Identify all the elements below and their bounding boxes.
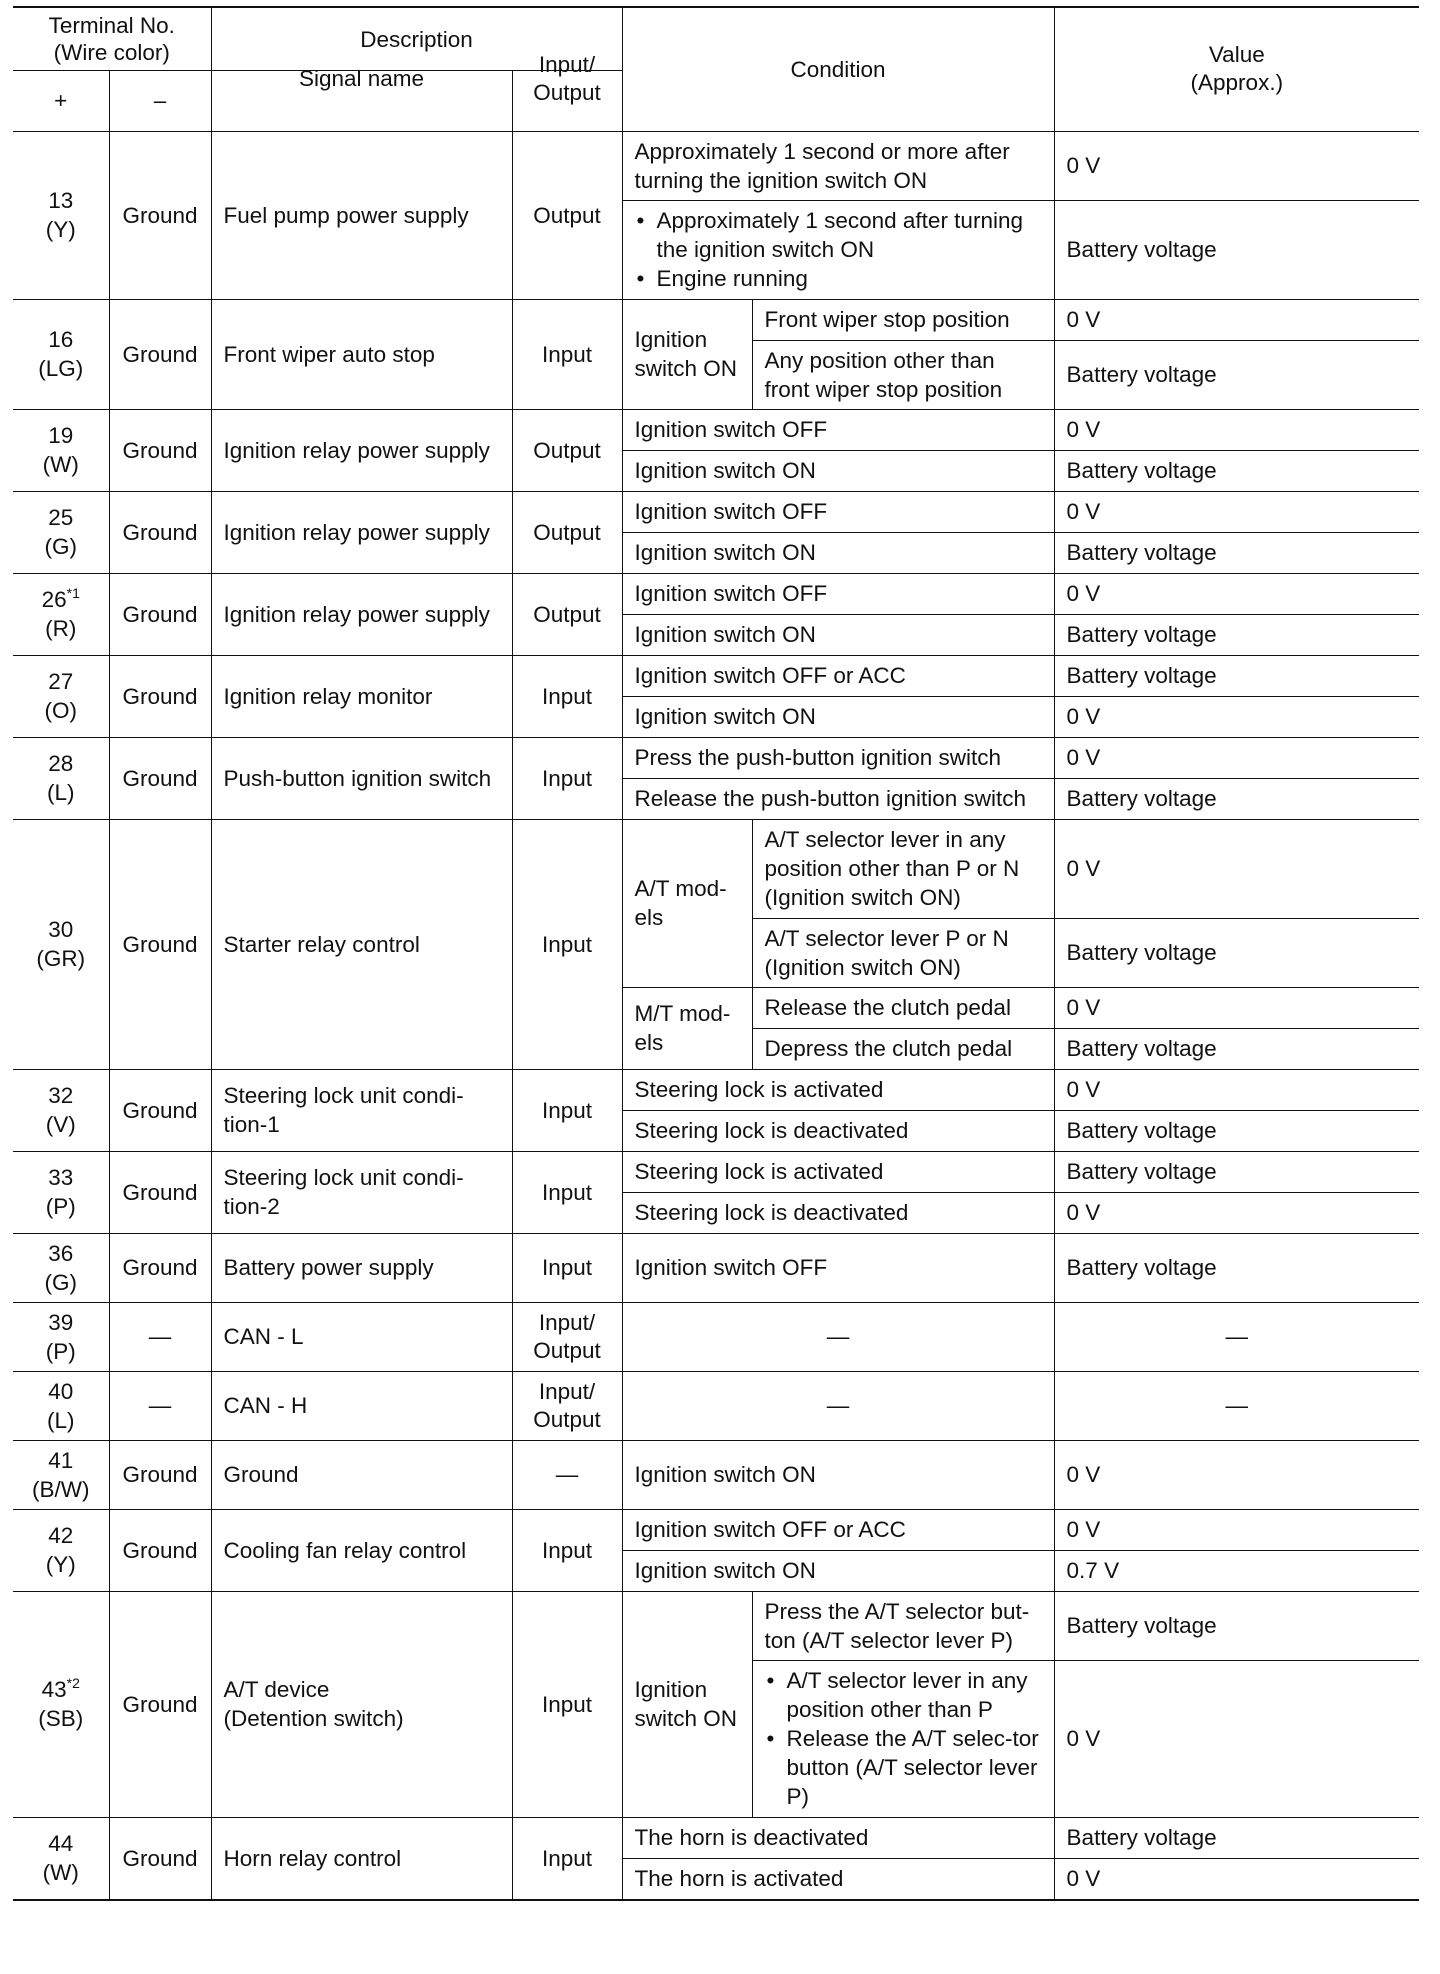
condition-cell: Ignition switch OFF xyxy=(622,1233,1054,1302)
condition-cell: Ignition switch ON xyxy=(622,450,1054,491)
header-value xyxy=(1054,7,1419,131)
bullet-item: • Release the A/T selec-tor button (A/T selector lever P) xyxy=(765,1724,1042,1811)
value-cell: Battery voltage xyxy=(1054,1591,1419,1660)
wire-color: (P) xyxy=(45,1338,76,1364)
terminal-39 xyxy=(13,1302,109,1371)
wire-color: (Y) xyxy=(45,1552,76,1577)
terminal-number: 44 xyxy=(48,1831,74,1856)
terminal-27 xyxy=(13,655,109,737)
wire-color: (W) xyxy=(42,452,79,477)
signal-name: Ignition relay monitor xyxy=(211,655,512,737)
header-io-line1: Input/ xyxy=(538,51,596,77)
terminal-number: 26 xyxy=(41,587,67,612)
header-value-label: Value xyxy=(1208,42,1265,68)
value-cell: Battery voltage xyxy=(1054,655,1419,696)
value-cell: Battery voltage xyxy=(1054,1110,1419,1151)
wire-color: (SB) xyxy=(38,1706,84,1731)
row-28-a xyxy=(13,737,1419,778)
signal-name: Steering lock unit condi-tion-1 xyxy=(211,1069,512,1151)
io-cell: Input xyxy=(512,737,622,819)
value-cell: 0 V xyxy=(1054,409,1419,450)
footnote-marker: *2 xyxy=(66,1675,80,1691)
condition-cell: Approximately 1 second or more after turning the ignition switch ON xyxy=(622,131,1054,200)
row-43-a xyxy=(13,1591,1419,1660)
condition-cell: Ignition switch OFF xyxy=(622,573,1054,614)
condition-group: Ignition switch ON xyxy=(622,1591,752,1817)
condition-bullets xyxy=(635,206,1042,293)
value-cell: Battery voltage xyxy=(1054,532,1419,573)
signal-name: Ignition relay power supply xyxy=(211,491,512,573)
value-cell: 0 V xyxy=(1054,491,1419,532)
io-cell xyxy=(512,1302,622,1371)
condition-cell: Ignition switch ON xyxy=(622,1550,1054,1591)
io-cell: Output xyxy=(512,131,622,299)
bullet-item: • A/T selector lever in any position other than P xyxy=(765,1666,1042,1724)
condition-cell: Steering lock is activated xyxy=(622,1151,1054,1192)
sub-condition: Release the clutch pedal xyxy=(752,987,1054,1028)
condition-group: Ignition switch ON xyxy=(622,299,752,409)
value-cell: Battery voltage xyxy=(1054,778,1419,819)
signal-name: Steering lock unit condi-tion-2 xyxy=(211,1151,512,1233)
ground-cell: Ground xyxy=(109,1591,211,1817)
condition-group: M/T mod-els xyxy=(622,987,752,1069)
condition-cell: Steering lock is activated xyxy=(622,1069,1054,1110)
io-cell: Input xyxy=(512,299,622,409)
row-13-a xyxy=(13,131,1419,200)
spec-table-container xyxy=(13,6,1419,1901)
sub-condition: Press the A/T selector but-ton (A/T selector lever P) xyxy=(752,1591,1054,1660)
io-cell: Input xyxy=(512,1591,622,1817)
condition-cell xyxy=(622,200,1054,299)
terminal-26 xyxy=(13,573,109,655)
io-cell: Input xyxy=(512,1151,622,1233)
row-32-a xyxy=(13,1069,1419,1110)
terminal-number: 36 xyxy=(48,1240,74,1266)
terminal-number: 25 xyxy=(48,505,74,530)
terminal-30 xyxy=(13,819,109,1069)
ground-cell: Ground xyxy=(109,299,211,409)
ground-cell: Ground xyxy=(109,1151,211,1233)
terminal-number: 16 xyxy=(48,327,74,352)
io-cell: Input xyxy=(512,655,622,737)
ground-cell: — xyxy=(109,1302,211,1371)
terminal-41 xyxy=(13,1440,109,1509)
terminal-number: 28 xyxy=(48,751,74,776)
sub-condition: A/T selector lever P or N (Ignition switch ON) xyxy=(752,918,1054,987)
header-plus-cell: + xyxy=(13,71,109,132)
io-cell: Output xyxy=(512,409,622,491)
io-cell: Input xyxy=(512,1069,622,1151)
wire-color: (LG) xyxy=(38,356,84,381)
signal-name: Ignition relay power supply xyxy=(211,573,512,655)
value-cell: Battery voltage xyxy=(1054,1233,1419,1302)
ground-cell: Ground xyxy=(109,1440,211,1509)
condition-cell: Release the push-button ignition switch xyxy=(622,778,1054,819)
condition-cell: Ignition switch OFF xyxy=(622,409,1054,450)
signal-name-line1: A/T device xyxy=(223,1677,330,1702)
ground-cell: Ground xyxy=(109,1233,211,1302)
header-condition: Condition xyxy=(622,7,1054,131)
io-line2: Output xyxy=(533,1406,601,1432)
sub-condition: Any position other than front wiper stop position xyxy=(752,340,1054,409)
value-cell: 0 V xyxy=(1054,1440,1419,1509)
signal-name: CAN - H xyxy=(211,1371,512,1440)
io-cell: Input xyxy=(512,1817,622,1900)
wire-color: (G) xyxy=(44,1269,77,1295)
terminal-number: 40 xyxy=(48,1378,74,1404)
wire-color: (R) xyxy=(45,616,77,641)
bullet-item: • Engine running xyxy=(635,264,1042,293)
ground-cell: Ground xyxy=(109,1069,211,1151)
value-cell: Battery voltage xyxy=(1054,340,1419,409)
signal-name xyxy=(211,1591,512,1817)
value-cell: 0 V xyxy=(1054,131,1419,200)
terminal-36 xyxy=(13,1233,109,1302)
terminal-number: 32 xyxy=(48,1083,74,1108)
ground-cell: Ground xyxy=(109,1509,211,1591)
value-cell: 0 V xyxy=(1054,987,1419,1028)
value-cell: — xyxy=(1054,1302,1419,1371)
terminal-28 xyxy=(13,737,109,819)
wire-color: (L) xyxy=(47,1407,75,1433)
terminal-number: 13 xyxy=(48,188,74,213)
row-19-a xyxy=(13,409,1419,450)
sub-condition: Front wiper stop position xyxy=(752,299,1054,340)
signal-name: Battery power supply xyxy=(211,1233,512,1302)
wire-color: (Y) xyxy=(45,217,76,242)
terminal-number: 42 xyxy=(48,1523,74,1548)
condition-cell: Steering lock is deactivated xyxy=(622,1110,1054,1151)
row-44-a xyxy=(13,1817,1419,1858)
io-line2: Output xyxy=(533,1337,601,1363)
row-26-a xyxy=(13,573,1419,614)
row-41 xyxy=(13,1440,1419,1509)
io-cell: — xyxy=(512,1440,622,1509)
condition-cell: Press the push-button ignition switch xyxy=(622,737,1054,778)
condition-cell: Ignition switch ON xyxy=(622,532,1054,573)
value-cell: 0 V xyxy=(1054,1660,1419,1817)
wire-color: (P) xyxy=(45,1194,76,1219)
row-40 xyxy=(13,1371,1419,1440)
terminal-33 xyxy=(13,1151,109,1233)
ground-cell: Ground xyxy=(109,1817,211,1900)
header-terminal-label: Terminal No. xyxy=(48,13,175,38)
condition-cell: Steering lock is deactivated xyxy=(622,1192,1054,1233)
ground-cell: — xyxy=(109,1371,211,1440)
value-cell: Battery voltage xyxy=(1054,1028,1419,1069)
value-cell: Battery voltage xyxy=(1054,614,1419,655)
condition-cell: The horn is activated xyxy=(622,1858,1054,1900)
condition-cell: — xyxy=(622,1302,1054,1371)
io-cell: Output xyxy=(512,573,622,655)
condition-group: A/T mod-els xyxy=(622,819,752,987)
wire-color: (V) xyxy=(45,1112,76,1137)
sub-condition: A/T selector lever in any position other than P or N (Ignition switch ON) xyxy=(752,819,1054,918)
terminal-25 xyxy=(13,491,109,573)
header-wire-color-label: (Wire color) xyxy=(53,40,170,65)
value-cell: Battery voltage xyxy=(1054,200,1419,299)
signal-name: Fuel pump power supply xyxy=(211,131,512,299)
ground-cell: Ground xyxy=(109,819,211,1069)
signal-name: Starter relay control xyxy=(211,819,512,1069)
wire-color: (O) xyxy=(44,698,77,723)
value-cell: 0 V xyxy=(1054,819,1419,918)
ground-cell: Ground xyxy=(109,491,211,573)
header-signal-name: Signal name xyxy=(211,49,512,110)
header-description: Description xyxy=(211,7,622,71)
bullet-item: • Approximately 1 second after turning the ignition switch ON xyxy=(635,206,1042,264)
condition-cell: Ignition switch ON xyxy=(622,1440,1054,1509)
value-cell: Battery voltage xyxy=(1054,450,1419,491)
io-cell: Input xyxy=(512,1509,622,1591)
terminal-16 xyxy=(13,299,109,409)
terminal-number: 43 xyxy=(41,1677,67,1702)
value-cell: 0 V xyxy=(1054,1858,1419,1900)
signal-name: Cooling fan relay control xyxy=(211,1509,512,1591)
signal-name: CAN - L xyxy=(211,1302,512,1371)
value-cell: 0 V xyxy=(1054,1069,1419,1110)
value-cell: 0.7 V xyxy=(1054,1550,1419,1591)
value-cell: Battery voltage xyxy=(1054,1151,1419,1192)
wire-color: (L) xyxy=(47,780,75,805)
row-16-a xyxy=(13,299,1419,340)
row-27-a xyxy=(13,655,1419,696)
terminal-42 xyxy=(13,1509,109,1591)
terminal-spec-table xyxy=(13,6,1419,1901)
row-30-a xyxy=(13,819,1419,918)
value-cell: Battery voltage xyxy=(1054,918,1419,987)
condition-cell: Ignition switch OFF xyxy=(622,491,1054,532)
ground-cell: Ground xyxy=(109,573,211,655)
signal-name: Ignition relay power supply xyxy=(211,409,512,491)
condition-cell: The horn is deactivated xyxy=(622,1817,1054,1858)
terminal-43 xyxy=(13,1591,109,1817)
value-cell: 0 V xyxy=(1054,573,1419,614)
terminal-44 xyxy=(13,1817,109,1900)
terminal-13 xyxy=(13,131,109,299)
terminal-40 xyxy=(13,1371,109,1440)
sub-condition xyxy=(752,1660,1054,1817)
io-line1: Input/ xyxy=(538,1309,596,1335)
value-cell: 0 V xyxy=(1054,1192,1419,1233)
value-cell: 0 V xyxy=(1054,737,1419,778)
ground-cell: Ground xyxy=(109,655,211,737)
ground-cell: Ground xyxy=(109,409,211,491)
signal-name: Front wiper auto stop xyxy=(211,299,512,409)
wire-color: (B/W) xyxy=(32,1476,90,1502)
signal-name: Push-button ignition switch xyxy=(211,737,512,819)
value-cell: 0 V xyxy=(1054,299,1419,340)
header-terminal-no xyxy=(13,7,211,71)
row-36 xyxy=(13,1233,1419,1302)
header-io xyxy=(512,49,622,110)
io-line1: Input/ xyxy=(538,1378,596,1404)
terminal-number: 30 xyxy=(48,917,74,942)
condition-cell: Ignition switch ON xyxy=(622,696,1054,737)
condition-cell: Ignition switch OFF or ACC xyxy=(622,1509,1054,1550)
wire-color: (GR) xyxy=(36,946,86,971)
terminal-number: 41 xyxy=(48,1447,74,1473)
row-39 xyxy=(13,1302,1419,1371)
terminal-19 xyxy=(13,409,109,491)
condition-cell: Ignition switch OFF or ACC xyxy=(622,655,1054,696)
header-minus-cell: – xyxy=(109,71,211,132)
condition-cell: — xyxy=(622,1371,1054,1440)
terminal-32 xyxy=(13,1069,109,1151)
io-cell: Input xyxy=(512,819,622,1069)
signal-name: Horn relay control xyxy=(211,1817,512,1900)
sub-condition: Depress the clutch pedal xyxy=(752,1028,1054,1069)
ground-cell: Ground xyxy=(109,737,211,819)
row-42-a xyxy=(13,1509,1419,1550)
terminal-number: 39 xyxy=(48,1309,74,1335)
io-cell: Output xyxy=(512,491,622,573)
header-io-line2: Output xyxy=(533,79,601,105)
row-25-a xyxy=(13,491,1419,532)
value-cell: 0 V xyxy=(1054,1509,1419,1550)
value-cell: — xyxy=(1054,1371,1419,1440)
ground-cell: Ground xyxy=(109,131,211,299)
footnote-marker: *1 xyxy=(66,585,80,601)
terminal-number: 33 xyxy=(48,1165,74,1190)
wire-color: (G) xyxy=(44,534,77,559)
signal-name: Ground xyxy=(211,1440,512,1509)
row-33-a xyxy=(13,1151,1419,1192)
condition-bullets xyxy=(765,1666,1042,1811)
terminal-number: 27 xyxy=(48,669,74,694)
condition-cell: Ignition switch ON xyxy=(622,614,1054,655)
terminal-number: 19 xyxy=(48,423,74,448)
header-value-approx: (Approx.) xyxy=(1190,70,1284,96)
signal-name-line2: (Detention switch) xyxy=(223,1706,404,1731)
wire-color: (W) xyxy=(42,1860,79,1885)
value-cell: 0 V xyxy=(1054,696,1419,737)
value-cell: Battery voltage xyxy=(1054,1817,1419,1858)
io-cell xyxy=(512,1371,622,1440)
io-cell: Input xyxy=(512,1233,622,1302)
